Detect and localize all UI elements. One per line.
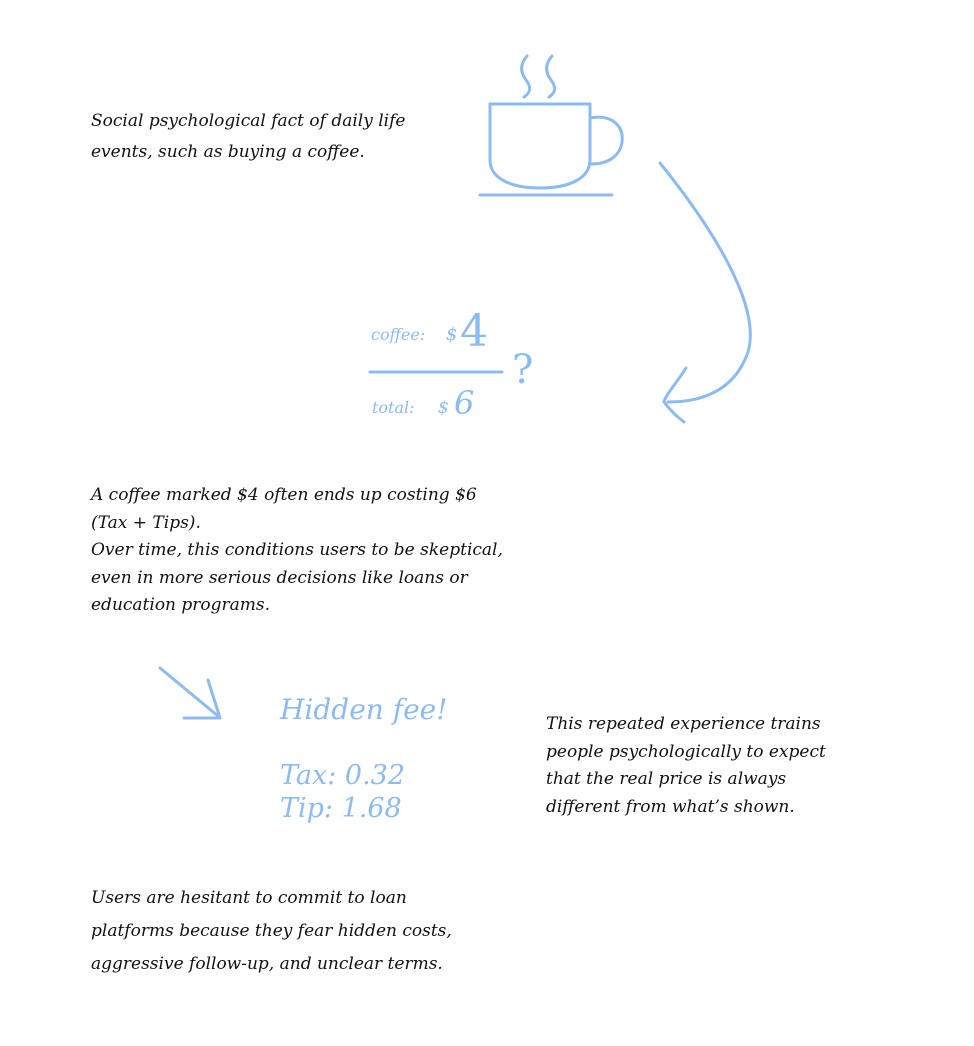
total-price-amount: 6 [454, 384, 475, 422]
total-price-label [372, 398, 415, 417]
explanation-text [91, 482, 503, 620]
diagonal-arrow-icon [160, 668, 218, 716]
training-line: different from what’s shown. [546, 796, 795, 817]
conclusion-line: platforms because they fear hidden costs, [91, 921, 452, 941]
training-line: that the real price is always [546, 769, 787, 789]
explanation-line: A coffee marked $4 often ends up costing $6 [91, 485, 477, 505]
question-mark: ? [512, 347, 534, 393]
intro-line: events, such as buying a coffee. [91, 142, 365, 162]
training-line: people psychologically to expect [546, 741, 826, 762]
intro-text [91, 106, 405, 168]
coffee-price-amount: 4 [460, 306, 488, 357]
conclusion-text [91, 882, 452, 981]
training-line: This repeated experience trains [546, 714, 821, 734]
conclusion-line: Users are hesitant to commit to loan [91, 888, 407, 908]
explanation-line: education programs. [91, 595, 271, 615]
training-text [546, 711, 826, 821]
hidden-fee-title: Hidden fee! [280, 693, 448, 726]
tax-amount: Tax: 0.32 [280, 760, 406, 791]
coffee-cup-icon [490, 104, 590, 188]
curved-arrow-head-icon [664, 368, 686, 422]
steam-left-icon [522, 56, 530, 97]
explanation-line: even in more serious decisions like loans or [91, 567, 468, 588]
intro-line: Social psychological fact of daily life [91, 111, 406, 131]
steam-right-icon [547, 56, 555, 97]
cup-handle-icon [590, 117, 622, 164]
coffee-label: coffee: [371, 325, 426, 344]
explanation-line: Over time, this conditions users to be skeptical, [91, 540, 503, 560]
tip-amount: Tip: 1.68 [280, 793, 402, 824]
explanation-line: (Tax + Tips). [91, 512, 201, 533]
conclusion-line: aggressive follow-up, and unclear terms. [91, 954, 443, 974]
curved-arrow-icon [660, 163, 750, 402]
total-price-currency: $ [438, 398, 449, 418]
total-label: total: [372, 398, 415, 417]
coffee-price-label [371, 325, 425, 344]
coffee-price-currency: $ [446, 324, 458, 345]
